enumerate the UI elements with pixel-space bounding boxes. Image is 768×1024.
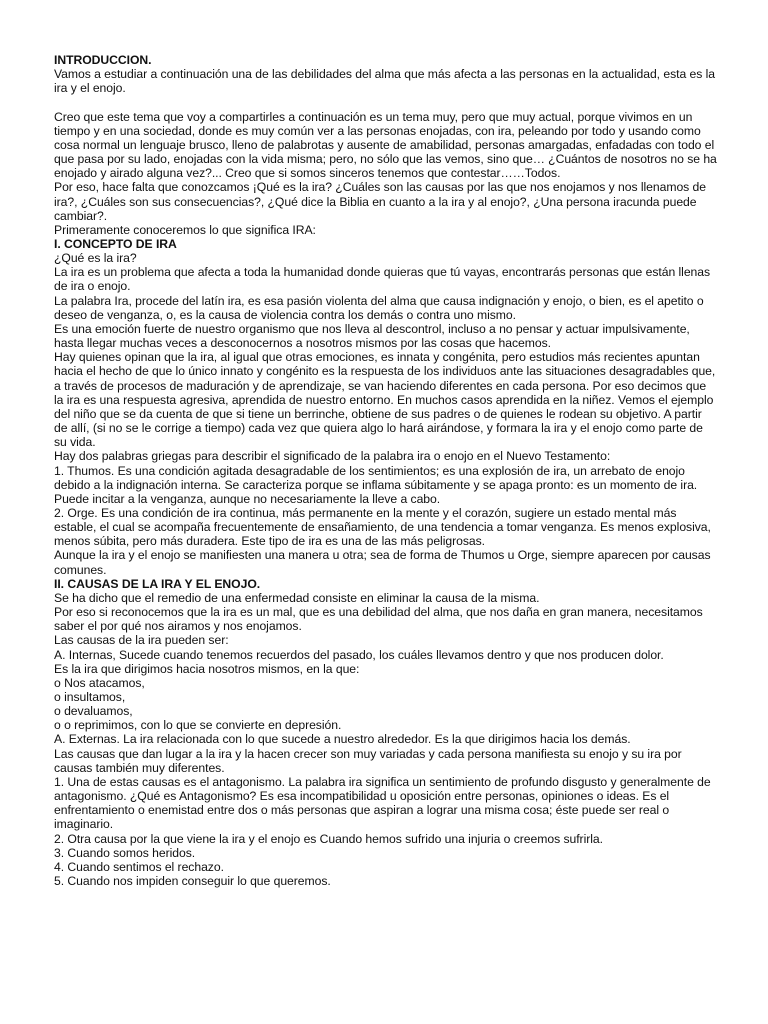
paragraph: o devaluamos, (54, 704, 133, 719)
paragraph: 2. Orge. Es una condición de ira continua, más permanente en la mente y el corazón, sugiere un estado mental más estable, el cual se acompaña frecuentemente de ensañamiento, de una tendencia a tomar venganza. Es menos explosiva, menos súbita, pero más duradera. Este tipo de ira es una de las más peligrosas. (54, 505, 711, 549)
paragraph: Se ha dicho que el remedio de una enfermedad consiste en eliminar la causa de la misma. (54, 590, 540, 605)
paragraph: Las causas que dan lugar a la ira y la hacen crecer son muy variadas y cada persona manifiesta su enojo y su ira por causas también muy diferentes. (54, 746, 682, 775)
paragraph: Hay dos palabras griegas para describir el significado de la palabra ira o enojo en el Nuevo Testamento: (54, 449, 611, 464)
paragraph: Hay quienes opinan que la ira, al igual que otras emociones, es innata y congénita, pero estudios más recientes apuntan hacia el hecho de que lo único innato y congénito es la respuesta de los individuos ante las situaciones desagradables que, a través de procesos de maduración y de aprendizaje, se van haciendo diferentes en cada persona. Por eso decimos que la ira es una respuesta agresiva, aprendida de nuestro entorno. En muchos casos aprendida en la niñez. Vemos el ejemplo del niño que se da cuenta de que si tiene un berrinche, obtiene de sus padres o de quienes le rodean su objetivo. A partir de allí, (si no se le corrige a tiempo) cada vez que quiera algo lo hará airándose, y formara la ira y el enojo como parte de su vida. (54, 350, 716, 450)
paragraph: Primeramente conoceremos lo que significa IRA: (54, 222, 316, 237)
paragraph: 3. Cuando somos heridos. (54, 845, 196, 860)
paragraph: 4. Cuando sentimos el rechazo. (54, 859, 224, 874)
paragraph: 1. Una de estas causas es el antagonismo. La palabra ira significa un sentimiento de profundo disgusto y generalmente de antagonismo. ¿Qué es Antagonismo? Es esa incompatibilidad u oposición entre personas, opiniones o ideas. Es el enfrentamiento o enemistad entre dos o más personas que aspiran a lograr una misma cosa; éste puede ser real o imaginario. (54, 774, 711, 832)
paragraph: A. Internas, Sucede cuando tenemos recuerdos del pasado, los cuáles llevamos dentro y que nos producen dolor. (54, 647, 664, 662)
paragraph: Por eso, hace falta que conozcamos ¡Qué es la ira? ¿Cuáles son las causas por las que nos enojamos y nos llenamos de ira?, ¿Cuáles son sus consecuencias?, ¿Qué dice la Biblia en cuanto a la ira y al enojo?, ¿Una persona iracunda puede cambiar?. (54, 180, 707, 223)
paragraph: Es la ira que dirigimos hacia nosotros mismos, en la que: (54, 661, 360, 676)
paragraph: 5. Cuando nos impiden conseguir lo que queremos. (54, 874, 331, 889)
paragraph: Creo que este tema que voy a compartirles a continuación es un tema muy, pero que muy actual, porque vivimos en un tiempo y en una sociedad, donde es muy común ver a las personas enojadas, con ira, peleando por todo y usando como cosa normal un lenguaje brusco, lleno de palabrotas y ausente de amabilidad, personas amargadas, enfadadas con todo el que pasa por su lado, enojadas con la vida misma; pero, no sólo que las vemos, sino que… ¿Cuántos de nosotros no se ha enojado y airado alguna vez?... Creo que si somos sinceros tenemos que contestar……Todos. (54, 109, 717, 181)
paragraph: Por eso si reconocemos que la ira es un mal, que es una debilidad del alma, que nos daña en gran manera, necesitamos saber el por qué nos airamos y nos enojamos. (54, 605, 703, 634)
paragraph: A. Externas. La ira relacionada con lo que sucede a nuestro alrededor. Es la que dirigimos hacia los demás. (54, 732, 631, 747)
paragraph: La ira es un problema que afecta a toda la humanidad donde quieras que tú vayas, encontrarás personas que están llenas de ira o enojo. (54, 265, 711, 294)
paragraph: o o reprimimos, con lo que se convierte en depresión. (54, 718, 342, 733)
section-heading: I. CONCEPTO DE IRA (54, 237, 177, 252)
paragraph: Vamos a estudiar a continuación una de las debilidades del alma que más afecta a las personas en la actualidad, esta es la ira y el enojo. (54, 67, 716, 96)
paragraph: Es una emoción fuerte de nuestro organismo que nos lleva al descontrol, incluso a no pensar y actuar impulsivamente, hasta llegar muchas veces a desconocernos a nosotros mismos por las cosas que hacemos. (54, 321, 690, 351)
paragraph: Las causas de la ira pueden ser: (54, 633, 229, 648)
section-heading: INTRODUCCION. (54, 53, 152, 67)
paragraph: La palabra Ira, procede del latín ira, es esa pasión violenta del alma que causa indignación y enojo, o bien, es el apetito o deseo de venganza, o, es la causa de violencia contra los demás o contra uno mismo. (54, 293, 704, 322)
paragraph: Aunque la ira y el enojo se manifiesten una manera u otra; sea de forma de Thumos u Orge, siempre aparecen por causas comunes. (54, 548, 711, 577)
paragraph: 1. Thumos. Es una condición agitada desagradable de los sentimientos; es una explosión de ira, un arrebato de enojo debido a la indignación interna. Se caracteriza porque se inflama súbitamente y se apaga pronto: es un momento de ira. Puede incitar a la venganza, aunque no necesariamente la lleve a cabo. (54, 463, 698, 506)
paragraph: o Nos atacamos, (54, 675, 145, 690)
blank-line (54, 95, 718, 109)
section-heading: II. CAUSAS DE LA IRA Y EL ENOJO. (54, 576, 261, 591)
paragraph: 2. Otra causa por la que viene la ira y el enojo es Cuando hemos sufrido una injuria o creemos sufrirla. (54, 831, 603, 846)
paragraph: ¿Qué es la ira? (54, 251, 137, 266)
paragraph: o insultamos, (54, 690, 126, 705)
